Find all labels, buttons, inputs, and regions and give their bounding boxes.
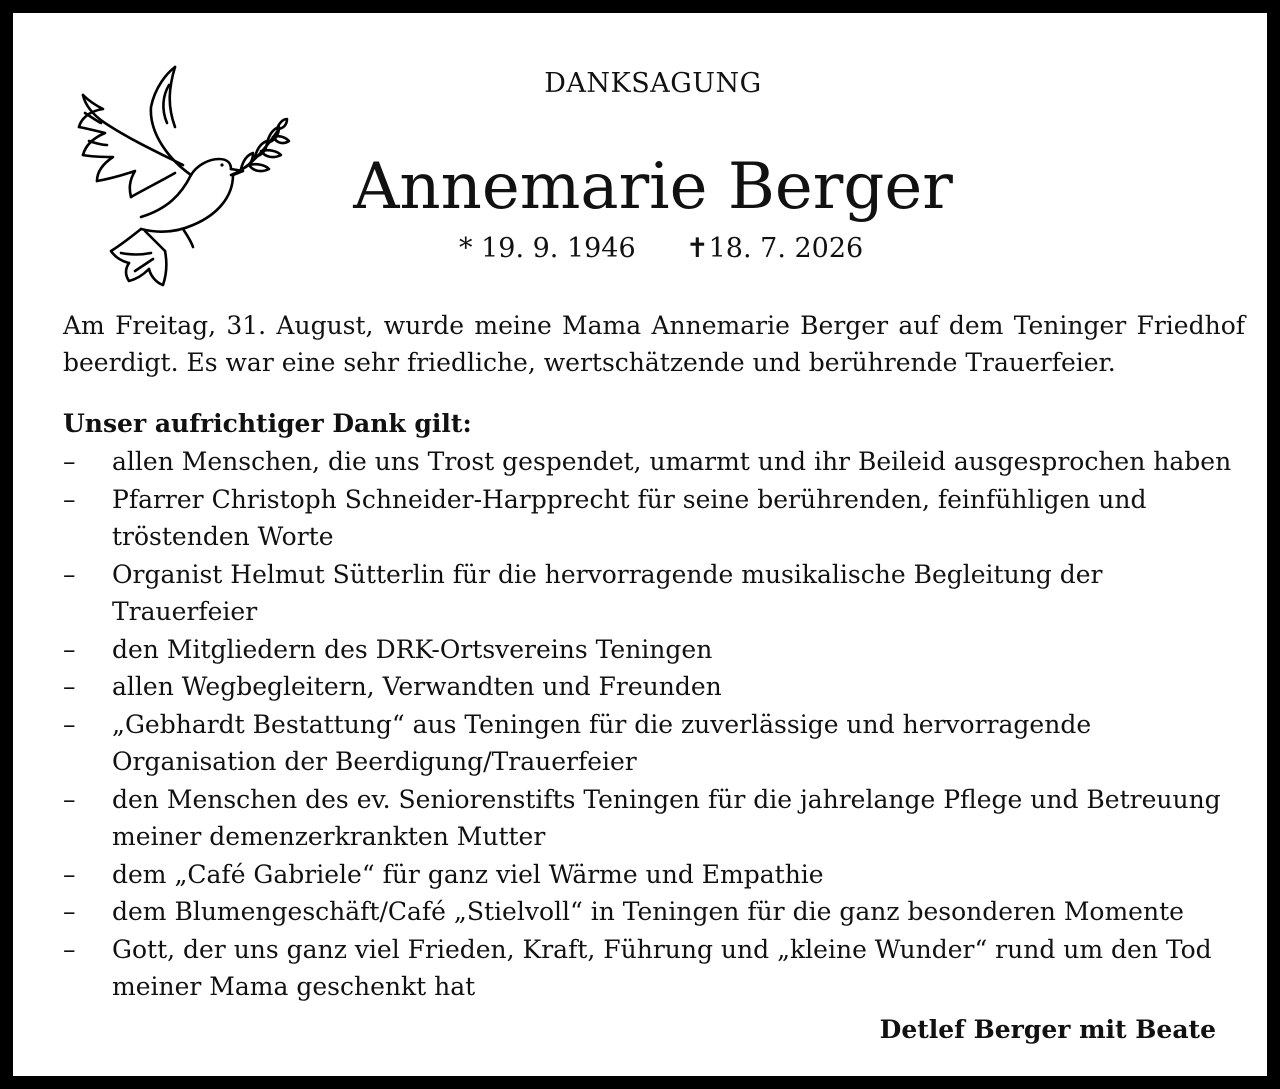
thanks-item: – den Mitgliedern des DRK-Ortsvereins Teningen [63,631,1253,669]
thanks-item: – dem „Café Gabriele“ für ganz viel Wärme und Empathie [63,856,1253,894]
death-date: ✝18. 7. 2026 [686,233,864,264]
deceased-name: Annemarie Berger [353,150,953,224]
thanks-heading: Unser aufrichtiger Dank gilt: [63,409,472,438]
thanks-item: – Gott, der uns ganz viel Frieden, Kraft, Führung und „kleine Wunder“ rund um den Tod meiner Mama geschenkt hat [63,931,1253,1006]
thanks-item: – allen Menschen, die uns Trost gespendet, umarmt und ihr Beileid ausgesprochen haben [63,443,1253,481]
thanks-item: – den Menschen des ev. Seniorenstifts Teningen für die jahrelange Pflege und Betreuung meiner demenzerkrankten Mutter [63,781,1253,856]
intro-paragraph [63,307,1245,381]
thanks-item: – Pfarrer Christoph Schneider-Harpprecht für seine berührenden, feinfühligen und tröstenden Worte [63,481,1253,556]
signature: Detlef Berger mit Beate [879,1015,1216,1044]
birth-date: * 19. 9. 1946 [459,233,636,264]
thanks-item: – „Gebhardt Bestattung“ aus Teningen für die zuverlässige und hervorragende Organisation der Beerdigung/Trauerfeier [63,706,1253,781]
header-label: DANKSAGUNG [544,68,762,99]
thanks-list [63,443,1253,1006]
intro-line: beerdigt. Es war eine sehr friedliche, wertschätzende und berührende Trauerfeier. [63,348,1116,377]
thanks-item: – allen Wegbegleitern, Verwandten und Freunden [63,668,1253,706]
intro-line: Am Freitag, 31. August, wurde meine Mama Annemarie Berger auf dem Teninger Friedhof [63,311,1245,340]
thanks-item: – Organist Helmut Sütterlin für die hervorragende musikalische Begleitung der Trauerfeier [63,556,1253,631]
thanks-item: – dem Blumengeschäft/Café „Stielvoll“ in Teningen für die ganz besonderen Momente [63,893,1253,931]
